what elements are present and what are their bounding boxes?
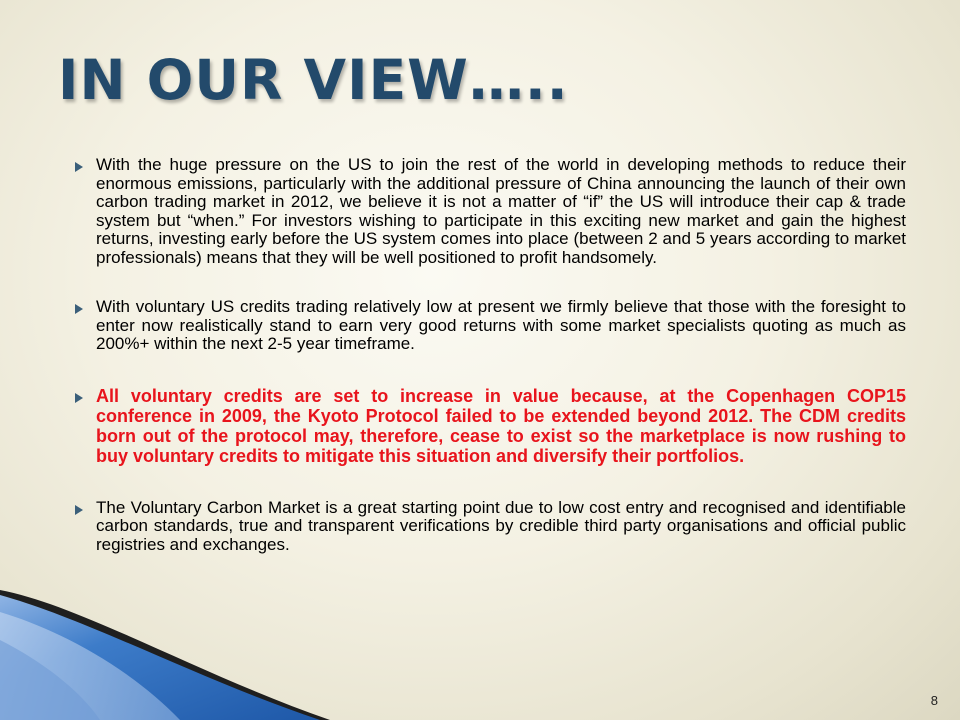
triangle-right-icon: [74, 393, 84, 403]
bullet-text: With voluntary US credits trading relatively low at present we firmly believe that those with the foresight to enter now realistically stand to earn very good returns with some market specialists quoting as much as 200%+ within the next 2-5 year timeframe.: [96, 297, 906, 353]
bullet-text: With the huge pressure on the US to join the rest of the world in developing methods to reduce their enormous emissions, particularly with the additional pressure of China announcing the launch of their own carbon trading market in 2012, we believe it is not a matter of “if” the US will introduce their cap & trade system but “when.” For investors wishing to participate in this exciting new market and gain the highest returns, investing early before the US system comes into place (between 2 and 5 years according to market professionals) means that they will be well positioned to profit handsomely.: [96, 155, 906, 267]
triangle-right-icon: [74, 162, 84, 172]
triangle-right-icon: [74, 304, 84, 314]
page-number: 8: [930, 693, 938, 708]
triangle-right-icon: [74, 505, 84, 515]
bullet-item: [68, 499, 906, 555]
bullet-item: [68, 156, 906, 267]
decorative-swoosh: [0, 580, 960, 720]
bullet-item: [68, 298, 906, 354]
bullet-list: [68, 156, 906, 554]
bullet-text: The Voluntary Carbon Market is a great starting point due to low cost entry and recognised and identifiable carbon standards, true and transparent verifications by credible third party organisations and official public registries and exchanges.: [96, 497, 906, 554]
bullet-text: All voluntary credits are set to increase in value because, at the Copenhagen COP15 conference in 2009, the Kyoto Protocol failed to be extended beyond 2012. The CDM credits born out of the protocol may, therefore, cease to exist so the marketplace is now rushing to buy voluntary credits to mitigate this situation and diversify their portfolios.: [96, 385, 906, 466]
bullet-item-highlighted: [68, 386, 906, 466]
slide-title: IN OUR VIEW…..: [58, 48, 569, 112]
